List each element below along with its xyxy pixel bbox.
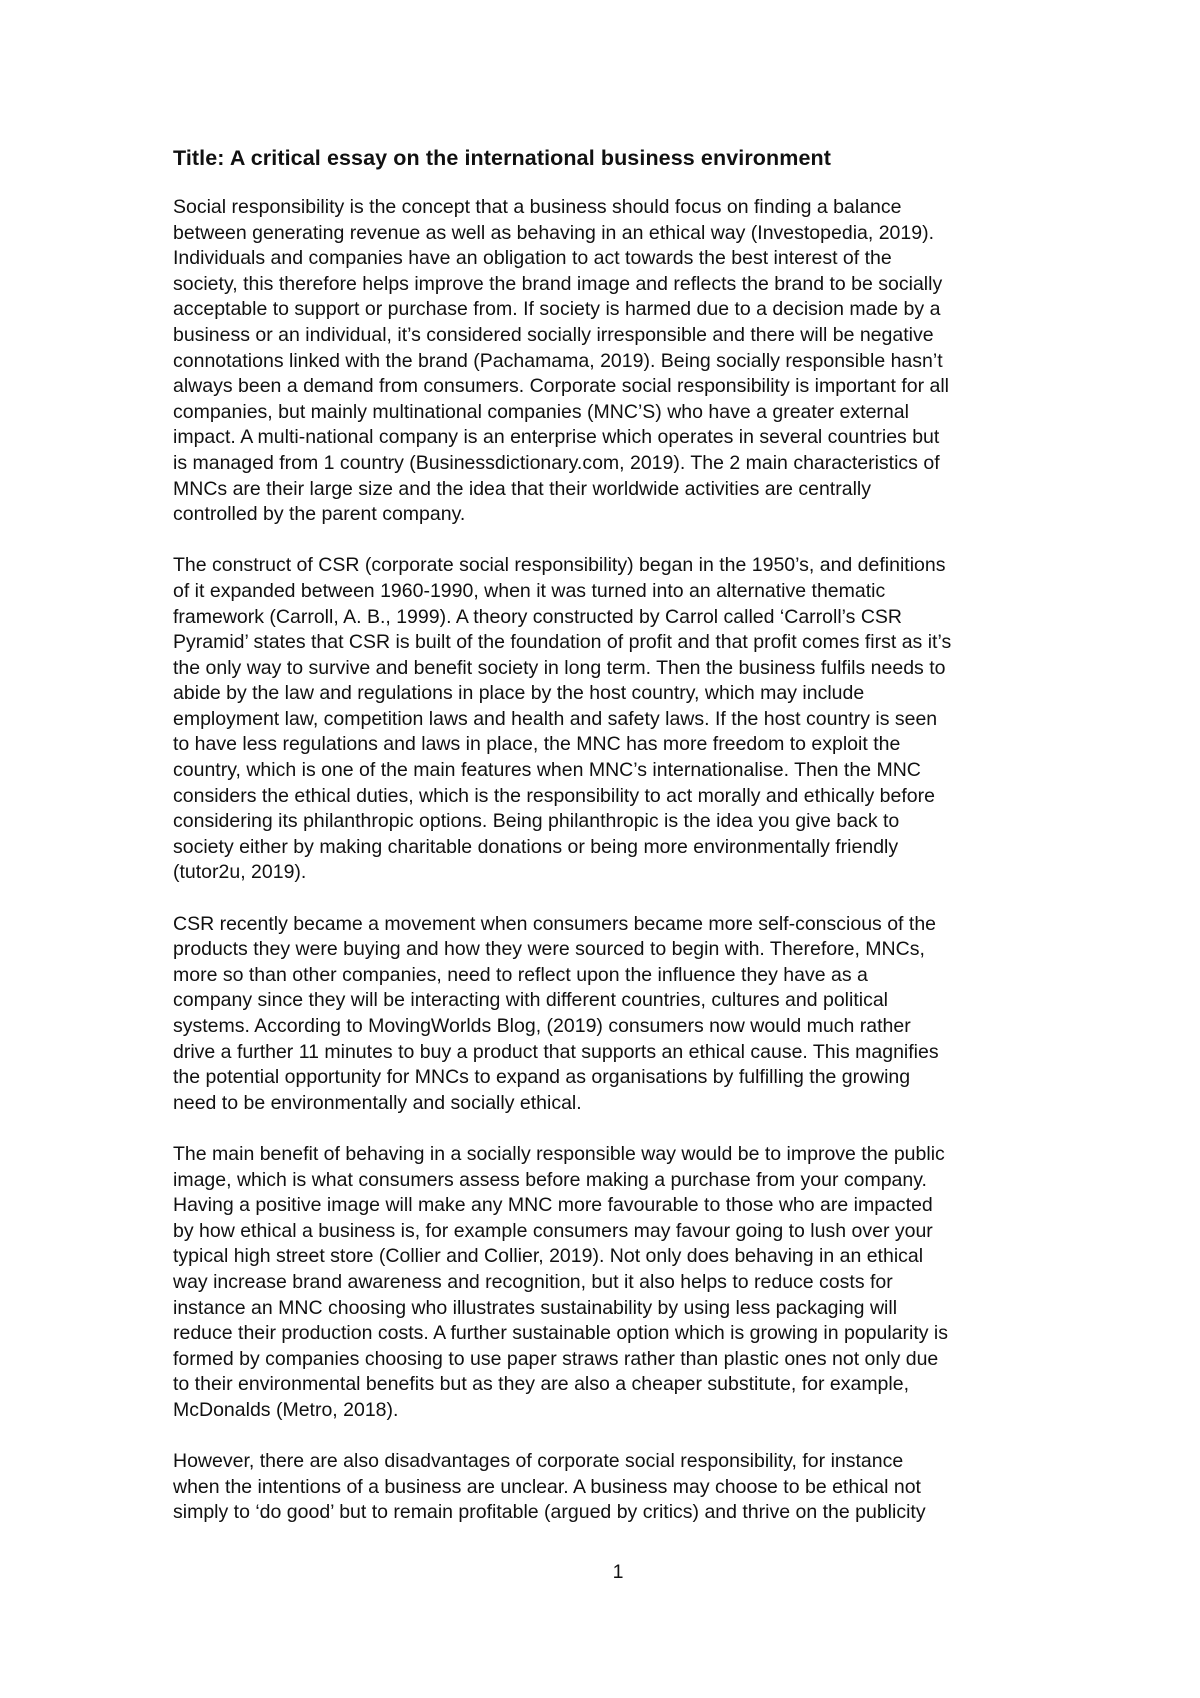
text-line: the only way to survive and benefit society in long term. Then the business fulfils needs to [173,656,946,679]
text-line: more so than other companies, need to reflect upon the influence they have as a [173,963,868,986]
page-number: 1 [612,1561,624,1583]
text-line: business or an individual, it’s considered socially irresponsible and there will be negative [173,323,934,346]
text-line: instance an MNC choosing who illustrates sustainability by using less packaging will [173,1296,898,1319]
paragraph [173,1449,1073,1526]
text-line: image, which is what consumers assess before making a purchase from your company. [173,1168,927,1191]
text-line: McDonalds (Metro, 2018). [173,1398,399,1421]
text-line: employment law, competition laws and health and safety laws. If the host country is seen [173,707,938,730]
text-line: between generating revenue as well as behaving in an ethical way (Investopedia, 2019). [173,221,934,244]
paragraph [173,1142,1073,1424]
text-line: The main benefit of behaving in a socially responsible way would be to improve the public [173,1142,945,1165]
text-line: to have less regulations and laws in place, the MNC has more freedom to exploit the [173,733,901,756]
text-line: way increase brand awareness and recognition, but it also helps to reduce costs for [173,1270,893,1293]
text-line: society, this therefore helps improve the brand image and reflects the brand to be socially [173,272,943,295]
text-line: acceptable to support or purchase from. If society is harmed due to a decision made by a [173,298,941,321]
text-line: society either by making charitable donations or being more environmentally friendly [173,835,899,858]
text-line: need to be environmentally and socially ethical. [173,1091,582,1114]
text-line: products they were buying and how they were sourced to begin with. Therefore, MNCs, [173,938,925,961]
paragraph [173,553,1073,886]
text-line: Social responsibility is the concept that a business should focus on finding a balance [173,196,902,218]
text-line: Individuals and companies have an obligation to act towards the best interest of the [173,247,892,270]
text-line: abide by the law and regulations in place by the host country, which may include [173,682,865,705]
text-line: considering its philanthropic options. Being philanthropic is the idea you give back to [173,810,900,833]
paragraph [173,912,1073,1117]
text-line: is managed from 1 country (Businessdictionary.com, 2019). The 2 main characteristics of [173,451,940,474]
text-line: reduce their production costs. A further sustainable option which is growing in popularity is [173,1322,949,1345]
paragraphs-container [173,195,1073,1526]
text-line: Pyramid’ states that CSR is built of the foundation of profit and that profit comes first as it’s [173,631,952,654]
text-line: of it expanded between 1960-1990, when it was turned into an alternative thematic [173,579,886,602]
text-line: simply to ‘do good’ but to remain profitable (argued by critics) and thrive on the publicity [173,1501,926,1524]
text-line: company since they will be interacting with different countries, cultures and political [173,989,889,1012]
text-line: companies, but mainly multinational companies (MNC’S) who have a greater external [173,400,909,423]
text-line: However, there are also disadvantages of corporate social responsibility, for instance [173,1450,904,1473]
text-line: when the intentions of a business are unclear. A business may choose to be ethical not [173,1475,921,1498]
text-line: connotations linked with the brand (Pachamama, 2019). Being socially responsible hasn’t [173,349,943,372]
text-line: framework (Carroll, A. B., 1999). A theory constructed by Carrol called ‘Carroll’s CSR [173,605,902,628]
text-line: to their environmental benefits but as they are also a cheaper substitute, for example, [173,1373,910,1396]
text-line: by how ethical a business is, for example consumers may favour going to lush over your [173,1219,933,1242]
text-line: considers the ethical duties, which is the responsibility to act morally and ethically before [173,784,935,807]
essay-title: Title: A critical essay on the international business environment [173,146,832,170]
text-line: formed by companies choosing to use paper straws rather than plastic ones not only due [173,1347,939,1370]
text-line: (tutor2u, 2019). [173,861,307,884]
text-line: country, which is one of the main features when MNC’s internationalise. Then the MNC [173,759,921,782]
text-line: Having a positive image will make any MNC more favourable to those who are impacted [173,1194,933,1217]
text-line: MNCs are their large size and the idea that their worldwide activities are centrally [173,477,871,500]
text-line: CSR recently became a movement when consumers became more self-conscious of the [173,912,937,935]
text-line: typical high street store (Collier and Collier, 2019). Not only does behaving in an ethical [173,1245,924,1268]
text-line: impact. A multi-national company is an enterprise which operates in several countries but [173,426,940,449]
essay-body [173,145,1073,1551]
text-line: the potential opportunity for MNCs to expand as organisations by fulfilling the growing [173,1066,911,1089]
text-line: systems. According to MovingWorlds Blog, (2019) consumers now would much rather [173,1015,911,1037]
text-line: The construct of CSR (corporate social responsibility) began in the 1950’s, and definitions [173,554,946,577]
text-line: controlled by the parent company. [173,503,466,526]
paragraph [173,195,1073,528]
text-line: always been a demand from consumers. Corporate social responsibility is important for all [173,375,950,398]
text-line: drive a further 11 minutes to buy a product that supports an ethical cause. This magnifies [173,1040,939,1063]
